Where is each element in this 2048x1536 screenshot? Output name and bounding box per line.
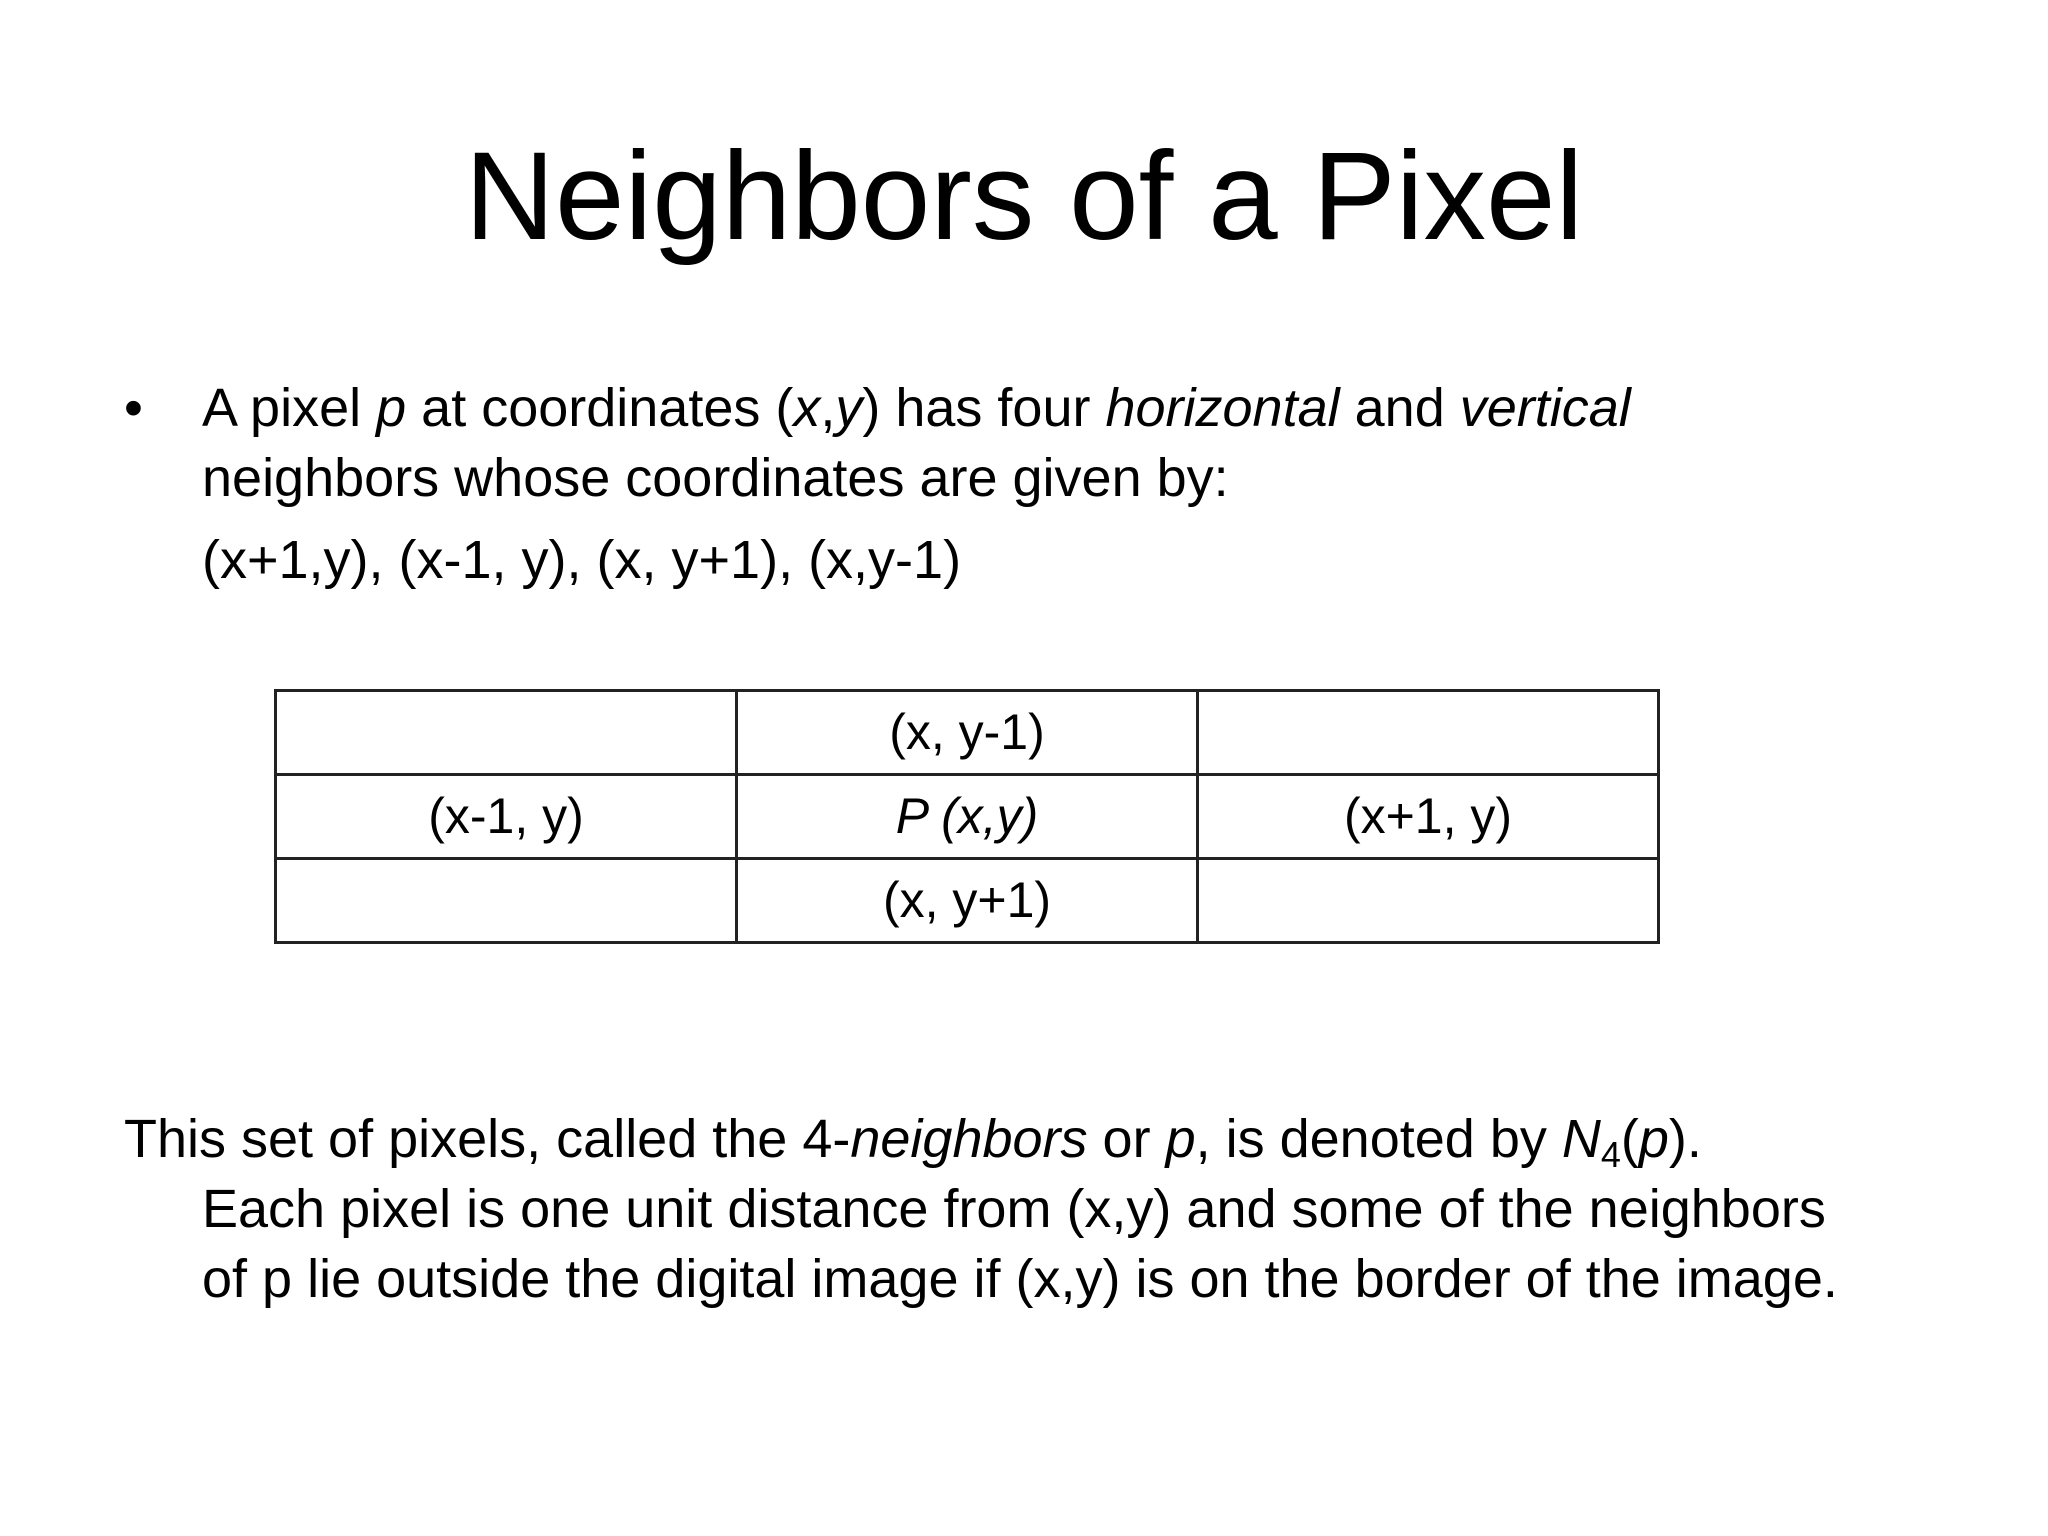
italic-p: p — [376, 378, 407, 438]
table-cell: (x-1, y) — [276, 775, 737, 859]
bullet-marker: • — [124, 378, 143, 438]
text-run: at coordinates ( — [406, 378, 794, 438]
summary-line-2: Each pixel is one unit distance from (x,y) and some of the neighbors — [202, 1179, 1826, 1239]
italic-neighbors: neighbors — [850, 1109, 1088, 1169]
table-row — [276, 775, 1659, 859]
table-cell-center — [737, 775, 1198, 859]
center-pixel-label: P (x,y) — [895, 788, 1039, 844]
italic-p: p — [1638, 1109, 1669, 1169]
italic-p: p — [1165, 1109, 1196, 1169]
summary-line-3: of p lie outside the digital image if (x,y) is on the border of the image. — [202, 1249, 1838, 1309]
text-run: A pixel — [202, 378, 377, 438]
bullet-line-1 — [202, 374, 1631, 442]
text-run: ). — [1668, 1109, 1702, 1169]
table-cell: (x, y-1) — [737, 691, 1198, 775]
subscript-4: 4 — [1600, 1134, 1621, 1175]
coordinates-list: (x+1,y), (x-1, y), (x, y+1), (x,y-1) — [202, 530, 962, 590]
table-cell — [276, 859, 737, 943]
table-cell: (x+1, y) — [1198, 775, 1659, 859]
text-run: This set of pixels, called the 4- — [124, 1109, 851, 1169]
neighbors-table — [274, 689, 1660, 944]
summary-line-1 — [124, 1104, 1702, 1174]
bullet-line-2: neighbors whose coordinates are given by: — [202, 448, 1229, 508]
slide-title: Neighbors of a Pixel — [464, 127, 1584, 266]
text-run: ) has four — [862, 378, 1106, 438]
italic-y: y — [835, 378, 863, 438]
table-cell — [1198, 859, 1659, 943]
italic-vertical: vertical — [1459, 378, 1631, 438]
text-run: , is denoted by — [1195, 1109, 1562, 1169]
table-cell — [276, 691, 737, 775]
italic-x: x — [793, 378, 821, 438]
text-run: ( — [1620, 1109, 1639, 1169]
table-row — [276, 859, 1659, 943]
table-row — [276, 691, 1659, 775]
italic-N: N — [1561, 1109, 1601, 1169]
table-cell — [1198, 691, 1659, 775]
table-cell: (x, y+1) — [737, 859, 1198, 943]
italic-horizontal: horizontal — [1105, 378, 1340, 438]
text-run: and — [1339, 378, 1460, 438]
text-run: , — [820, 378, 836, 438]
text-run: or — [1087, 1109, 1166, 1169]
